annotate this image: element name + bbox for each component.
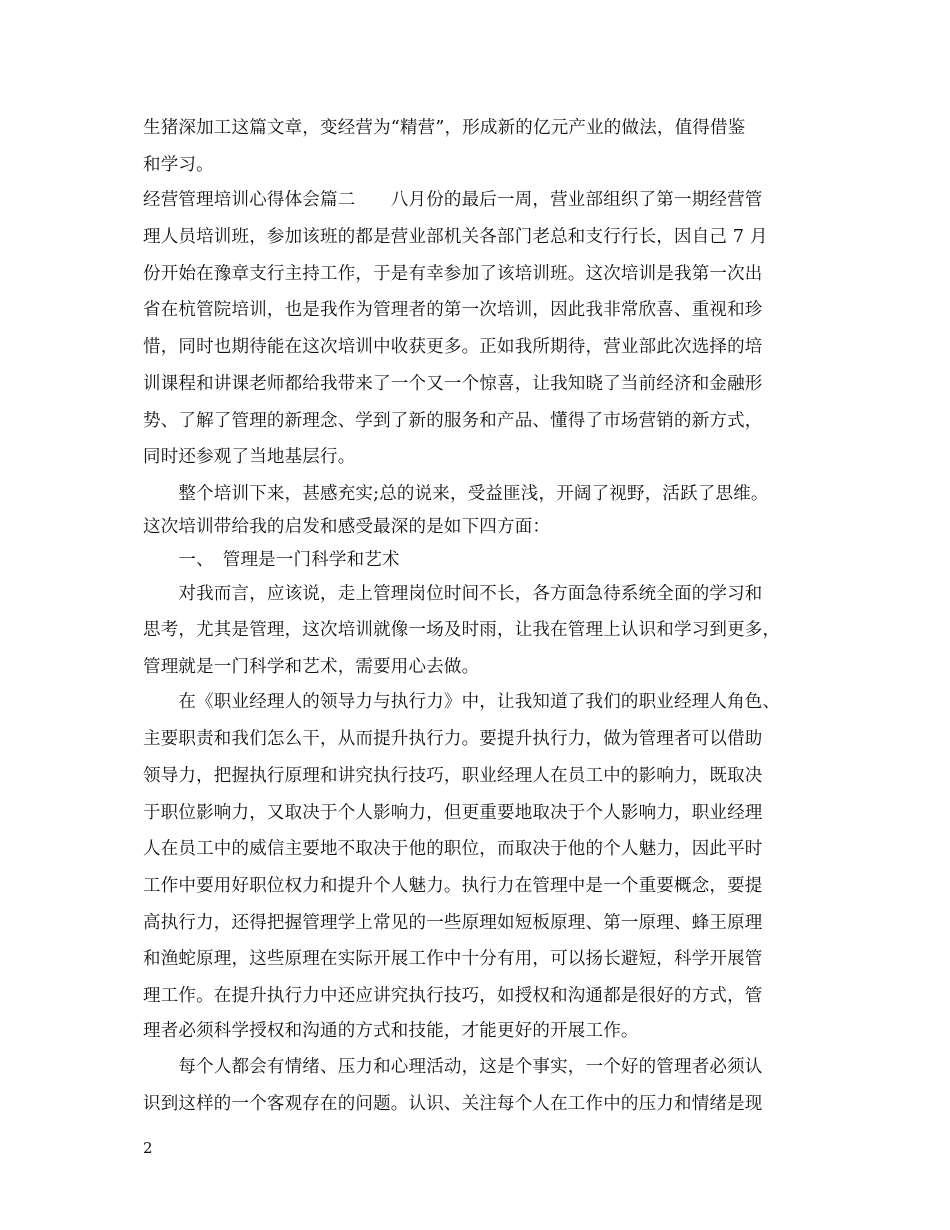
text-line: 高执行力，还得把握管理学上常见的一些原理如短板原理、第一原理、蜂王原理 — [143, 913, 763, 933]
text-line: 生猪深加工这篇文章，变经营为“精营”，形成新的亿元产业的做法，值得借鉴 — [143, 118, 746, 138]
text-line: 领导力，把握执行原理和讲究执行技巧，职业经理人在员工中的影响力，既取决 — [143, 766, 763, 786]
text-line: 惜，同时也期待能在这次培训中收获更多。正如我所期待，营业部此次选择的培 — [143, 337, 763, 357]
text-line: 在《职业经理人的领导力与执行力》中，让我知道了我们的职业经理人角色、 — [143, 692, 781, 712]
text-line: 管理就是一门科学和艺术，需要用心去做。 — [143, 657, 480, 677]
text-line: 训课程和讲课老师都给我带来了一个又一个惊喜，让我知晓了当前经济和金融形 — [143, 374, 763, 394]
text-line: 每个人都会有情绪、压力和心理活动，这是个事实，一个好的管理者必须认 — [143, 1057, 763, 1077]
text-line: 整个培训下来，甚感充实;总的说来，受益匪浅，开阔了视野，活跃了思维。 — [143, 484, 769, 504]
section-heading: 一、 管理是一门科学和艺术 — [143, 550, 400, 570]
page-number: 2 — [143, 1139, 153, 1157]
text-line: 于职位影响力，又取决于个人影响力，但更重要地取决于个人影响力，职业经理 — [143, 803, 763, 823]
text-line: 和学习。 — [143, 155, 214, 175]
text-line: 理人员培训班，参加该班的都是营业部机关各部门老总和支行行长，因自己 7 月 — [143, 227, 768, 247]
text-line: 同时还参观了当地基层行。 — [143, 447, 356, 467]
text-line: 势、了解了管理的新理念、学到了新的服务和产品、懂得了市场营销的新方式， — [143, 411, 763, 431]
text-line: 和渔蛇原理，这些原理在实际开展工作中十分有用，可以扬长避短，科学开展管 — [143, 949, 763, 969]
text-line: 理者必须科学授权和沟通的方式和技能，才能更好的开展工作。 — [143, 1021, 639, 1041]
text-line: 思考，尤其是管理，这次培训就像一场及时雨，让我在管理上认识和学习到更多， — [143, 620, 781, 640]
text-line: 经营管理培训心得体会篇二 八月份的最后一周，营业部组织了第一期经营管 — [143, 190, 763, 210]
text-line: 人在员工中的威信主要地不取决于他的职位，而取决于他的个人魅力，因此平时 — [143, 839, 763, 859]
text-line: 省在杭管院培训，也是我作为管理者的第一次培训，因此我非常欣喜、重视和珍 — [143, 300, 763, 320]
text-line: 工作中要用好职位权力和提升个人魅力。执行力在管理中是一个重要概念，要提 — [143, 876, 763, 896]
text-line: 理工作。在提升执行力中还应讲究执行技巧，如授权和沟通都是很好的方式，管 — [143, 986, 763, 1006]
text-line: 这次培训带给我的启发和感受最深的是如下四方面： — [143, 517, 551, 537]
text-line: 识到这样的一个客观存在的问题。认识、关注每个人在工作中的压力和情绪是现 — [143, 1094, 763, 1114]
text-line: 份开始在豫章支行主持工作，于是有幸参加了该培训班。这次培训是我第一次出 — [143, 264, 763, 284]
text-line: 主要职责和我们怎么干，从而提升执行力。要提升执行力，做为管理者可以借助 — [143, 729, 763, 749]
text-line: 对我而言，应该说，走上管理岗位时间不长，各方面急待系统全面的学习和 — [143, 584, 763, 604]
